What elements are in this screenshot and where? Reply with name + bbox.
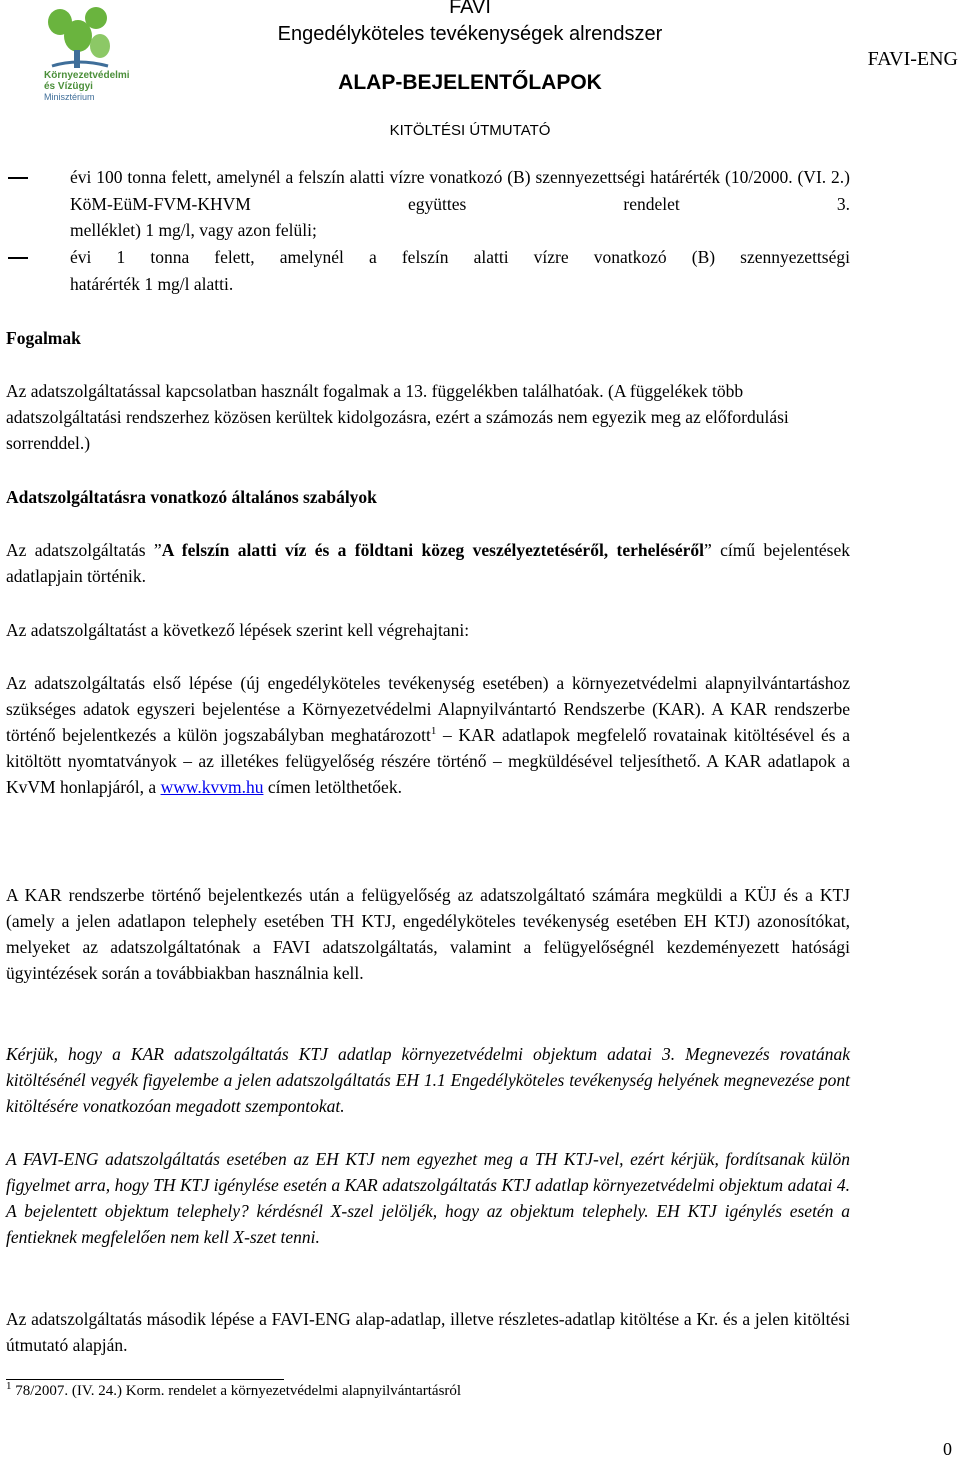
paragraph-fogalmak: Az adatszolgáltatással kapcsolatban használt fogalmak a 13. függelékben találhatóak. (A függelékek több adatszolgáltatási rendszerhez közösen kerültek kidolgozásra, ezért a számozás nem egyezik meg az előfordulási sorrenddel.): [6, 381, 789, 453]
footnote-text: 78/2007. (IV. 24.) Korm. rendelet a környezetvédelmi alapnyilvántartásról: [11, 1383, 462, 1399]
logo-line-3: Minisztérium: [44, 92, 95, 102]
section-heading-fogalmak: Fogalmak: [6, 328, 81, 348]
header-guide-label: KITÖLTÉSI ÚTMUTATÓ: [389, 122, 551, 139]
footnote-mark: 1: [6, 1380, 12, 1392]
tree-icon: [38, 6, 148, 76]
list-item-text: évi 100 tonna felett, amelynél a felszín alatti vízre vonatkozó (B) szennyezettségi határérték (10/2000. (VI. 2.) KöM-EüM-FVM-KHVM együttes rendelet 3.: [70, 167, 850, 214]
page-number: 0: [943, 1439, 952, 1459]
section-heading-rules: Adatszolgáltatásra vonatkozó általános szabályok: [6, 487, 377, 507]
form-title: A felszín alatti víz és a földtani közeg veszélyeztetéséről, terheléséről: [161, 540, 705, 560]
footnote-divider: [6, 1379, 284, 1380]
header-subsystem: Engedélyköteles tevékenységek alrendszer: [277, 23, 663, 45]
paragraph-note-2: A FAVI-ENG adatszolgáltatás esetében az EH KTJ nem egyezhet meg a TH KTJ-vel, ezért kérjük, fordítsanak külön figyelmet arra, hogy TH KTJ igénylése esetén a KAR adatszolgáltatás KTJ adatlap környezetvédelmi objektum adatai 4. A bejelentett objektum telephely? kérdésnél X-szel jelöljék, hogy az objektum telephely. EH KTJ igénylés esetén a fentieknek megfelelően nem kell X-szet tenni.: [6, 1149, 850, 1247]
list-item: [6, 164, 850, 244]
kvvm-link[interactable]: www.kvvm.hu: [160, 777, 264, 797]
paragraph-step-two: Az adatszolgáltatás második lépése a FAVI-ENG alap-adatlap, illetve részletes-adatlap kitöltése a Kr. és a jelen kitöltési útmutató alapján.: [6, 1309, 850, 1355]
logo-line-1: Környezetvédelmi: [44, 70, 130, 81]
footnote: [6, 1380, 462, 1400]
paragraph-note-1: Kérjük, hogy a KAR adatszolgáltatás KTJ adatlap környezetvédelmi objektum adatai 3. Megnevezés rovatának kitöltésénél vegyék figyelembe a jelen adatszolgáltatás EH 1.1 Engedélyköteles tevékenység helyének megnevezése pont kitöltésére vonatkozóan megadott szempontokat.: [6, 1044, 850, 1116]
header-code: FAVI-ENG: [867, 48, 958, 70]
logo-caption: [44, 70, 130, 103]
list-item-text: évi 1 tonna felett, amelynél a felszín alatti vízre vonatkozó (B) szennyezettségi: [70, 247, 850, 267]
footnote-ref: 1: [430, 725, 437, 738]
list-item: [6, 244, 850, 297]
paragraph-intro: Az adatszolgáltatás ”A felszín alatti víz és a földtani közeg veszélyeztetéséről, terheléséről” című bejelentések adatlapjain történik.: [6, 540, 850, 586]
logo-line-2: és Vízügyi: [44, 81, 93, 92]
list-item-text: határérték 1 mg/l alatti.: [70, 273, 234, 294]
list-item-text: melléklet) 1 mg/l, vagy azon felüli;: [70, 220, 317, 240]
header-form-name: ALAP-BEJELENTŐLAPOK: [338, 71, 602, 94]
paragraph-steps: Az adatszolgáltatást a következő lépések szerint kell végrehajtani:: [6, 620, 470, 640]
paragraph-step-one: Az adatszolgáltatás első lépése (új engedélyköteles tevékenység esetében) a környezetvédelmi alapnyilvántartáshoz szükséges adatok egyszeri bejelentése a Környezetvédelmi Alapnyilvántartó Rendszerbe (KAR). A KAR rendszerbe történő bejelentkezés a külön jogszabályban meghatározott$^1$ – KAR adatlapok megfelelő rovatainak kitöltésével és a kitöltött nyomtatványok – az illetékes felügyelőség részére történő – megküldésével teljesíthető. A KAR adatlapok a KvVM honlapjáról, a www.kvvm.hu címen letölthetőek.: [6, 673, 851, 797]
header-title: FAVI: [449, 0, 491, 18]
paragraph-kar-login: A KAR rendszerbe történő bejelentkezés után a felügyelőség az adatszolgáltató számára megküldi a KÜJ és a KTJ (amely a jelen adatlapon telephely esetében TH KTJ, engedélyköteles tevékenység esetében EH KTJ) azonosítókat, melyeket az adatszolgáltatónak a FAVI adatszolgáltatás, valamint a felügyelőségnél kezdeményezett hatósági ügyintézések során a továbbiakban használnia kell.: [6, 885, 850, 983]
